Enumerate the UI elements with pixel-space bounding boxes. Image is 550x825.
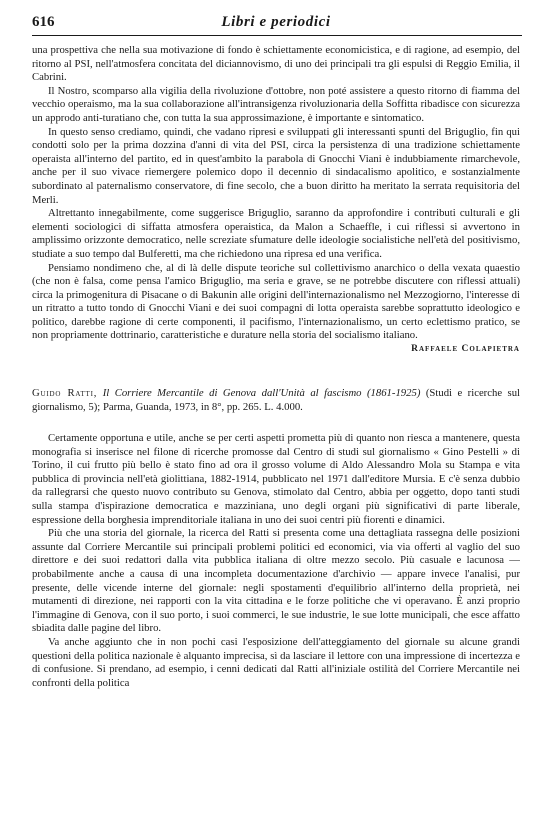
paragraph: Certamente opportuna e utile, anche se per certi aspetti prometta più di quanto non riesca a mantenere, questa monografia si inserisce nel filone di ricerche promosse dal Centro di studi sul giornalismo « Gino Pestelli » di Torino, il cui frutto più bello è stato fino ad ora il grosso volume di Aldo Alessandro Mola su Stampa e vita pubblica di provincia nell'età giolittiana, 1882-1914, pubblicato nel 1971 dall'editore Mursia. E c'è senza dubbio da rallegrarsi che questo nuovo contributo su Genova, stimolato dal Centro, abbia per oggetto, dopo tanti studi sulla stampa d'ispirazione democratica e mazziniana, uno degli organi più significativi di parte liberale, espressione della borghesia imprenditoriale italiana in uno dei suoi centri più fiorenti e dinamici. xyxy=(32,432,520,526)
paragraph: Pensiamo nondimeno che, al di là delle dispute teoriche sul collettivismo anarchico o della vexata quaestio (che non è falsa, come pensa l'amico Briguglio, ma seria e grave, se ne potrebbe discutere con riflessi attuali) circa la primogenitura di Pisacane o di Bakunin alle origini dell'internazionalismo nel Mezzogiorno, l'interesse di un ritratto a tutto tondo di Gnocchi Viani e dei suoi compagni di lotta operaista sarebbe soprattutto ideologico e politico, darebbe ragione di certe componenti, il pacifismo, l'internazionalismo, un certo eclettismo pratico, se non propriamente dottrinario, caratteristiche e durature nella storia del socialismo italiano. xyxy=(32,261,520,342)
running-title: Libri e periodici xyxy=(221,14,331,30)
paragraph: Altrettanto innegabilmente, come suggerisce Briguglio, saranno da approfondire i contributi culturali e gli elementi sociologici di siffatta atmosfera operaistica, da Malon a Schaeffle, i cui riflessi si avvertono in amplissimo orizzonte democratico, nelle screziate sfumature delle ideologie socialistiche nell'età del positivismo, studiate a suo tempo dal Bulferetti, ma che richiedono una ripresa ed una verifica. xyxy=(32,207,520,260)
review-author: Guido Ratti, xyxy=(32,387,98,400)
review-ratti xyxy=(32,386,520,690)
page-header xyxy=(32,14,520,36)
header-rule xyxy=(32,35,522,36)
review-colapietra xyxy=(32,44,520,354)
paragraph: una prospettiva che nella sua motivazione di fondo è schiettamente economicistica, e di ragione, ad esempio, del ritorno al PSI, nell'atmosfera concitata del diciannovismo, di uno dei principali tra gli espulsi di Reggio Emilia, il Cabrini. xyxy=(32,44,520,84)
paragraph: In questo senso crediamo, quindi, che vadano ripresi e sviluppati gli interessanti spunti del Briguglio, fin qui condotti solo per la prima dozzina d'anni di vita del PSI, circa la persistenza di una tradizione schiettamente operaista all'interno del partito, ed in quest'ambito la parabola di Gnocchi Viani è indubbiamente rimarchevole, anche per il suo vivace riemergere polemico dopo il decennio di sindacalismo apolitico, e sostanzialmente subordinato al paternalismo conservatore, di fine secolo, che a buon diritto ha meritato la serrata requisitoria del Merli. xyxy=(32,125,520,206)
review-citation xyxy=(32,386,520,414)
paragraph: Va anche aggiunto che in non pochi casi l'esposizione dell'atteggiamento del giornale su alcune grandi questioni della politica nazionale è alquanto imprecisa, sì da lasciare il lettore con una impressione di incertezza e di confusione. Si prendano, ad esempio, i cenni dedicati dal Ratti all'iniziale ostilità del Corriere Mercantile nei confronti della politica xyxy=(32,635,520,689)
section-separator xyxy=(32,354,520,386)
page-number: 616 xyxy=(32,14,55,30)
page-body xyxy=(32,44,520,690)
paragraph: Più che una storia del giornale, la ricerca del Ratti si presenta come una dettagliata rassegna delle posizioni assunte dal Corriere Mercantile sui principali problemi politici ed economici, via via offerti al vaglio del suo direttore e dei suoi redattori dalla vita pubblica italiana di oltre mezzo secolo. Più casuale e lacunosa — probabilmente anche a causa di una incompleta documentazione d'archivio — appare invece l'analisi, pur presente, delle vicende interne del giornale: negli spostamenti d'equilibrio all'interno della proprietà, nei mutamenti di direzione, nei rapporti con la vita cittadina e le forze politiche che vi operavano. È anzi proprio l'immagine di Genova, con il suo porto, i suoi commerci, le sue industrie, le sue lotte municipali, che esce affatto sbiadita dalle pagine del libro. xyxy=(32,527,520,635)
review-title: Il Corriere Mercantile di Genova dall'Unità al fascismo (1861-1925) xyxy=(102,387,421,400)
review-details: (Studi e ricerche sul giornalismo, 5); Parma, Guanda, 1973, in 8°, pp. 265. L. 4.000. xyxy=(32,387,521,414)
spacer xyxy=(32,414,520,432)
review-signature: Raffaele Colapietra xyxy=(411,344,520,355)
paragraph: Il Nostro, scomparso alla vigilia della rivoluzione d'ottobre, non poté assistere a questo ritorno di fiamma del vecchio operaismo, ma la sua collaborazione all'intransigenza rivoluzionaria della Soffitta ribadisce con sicurezza un approdo anti-turatiano che, con tutta la sua approssimazione, è importante e sintomatico. xyxy=(32,84,520,124)
